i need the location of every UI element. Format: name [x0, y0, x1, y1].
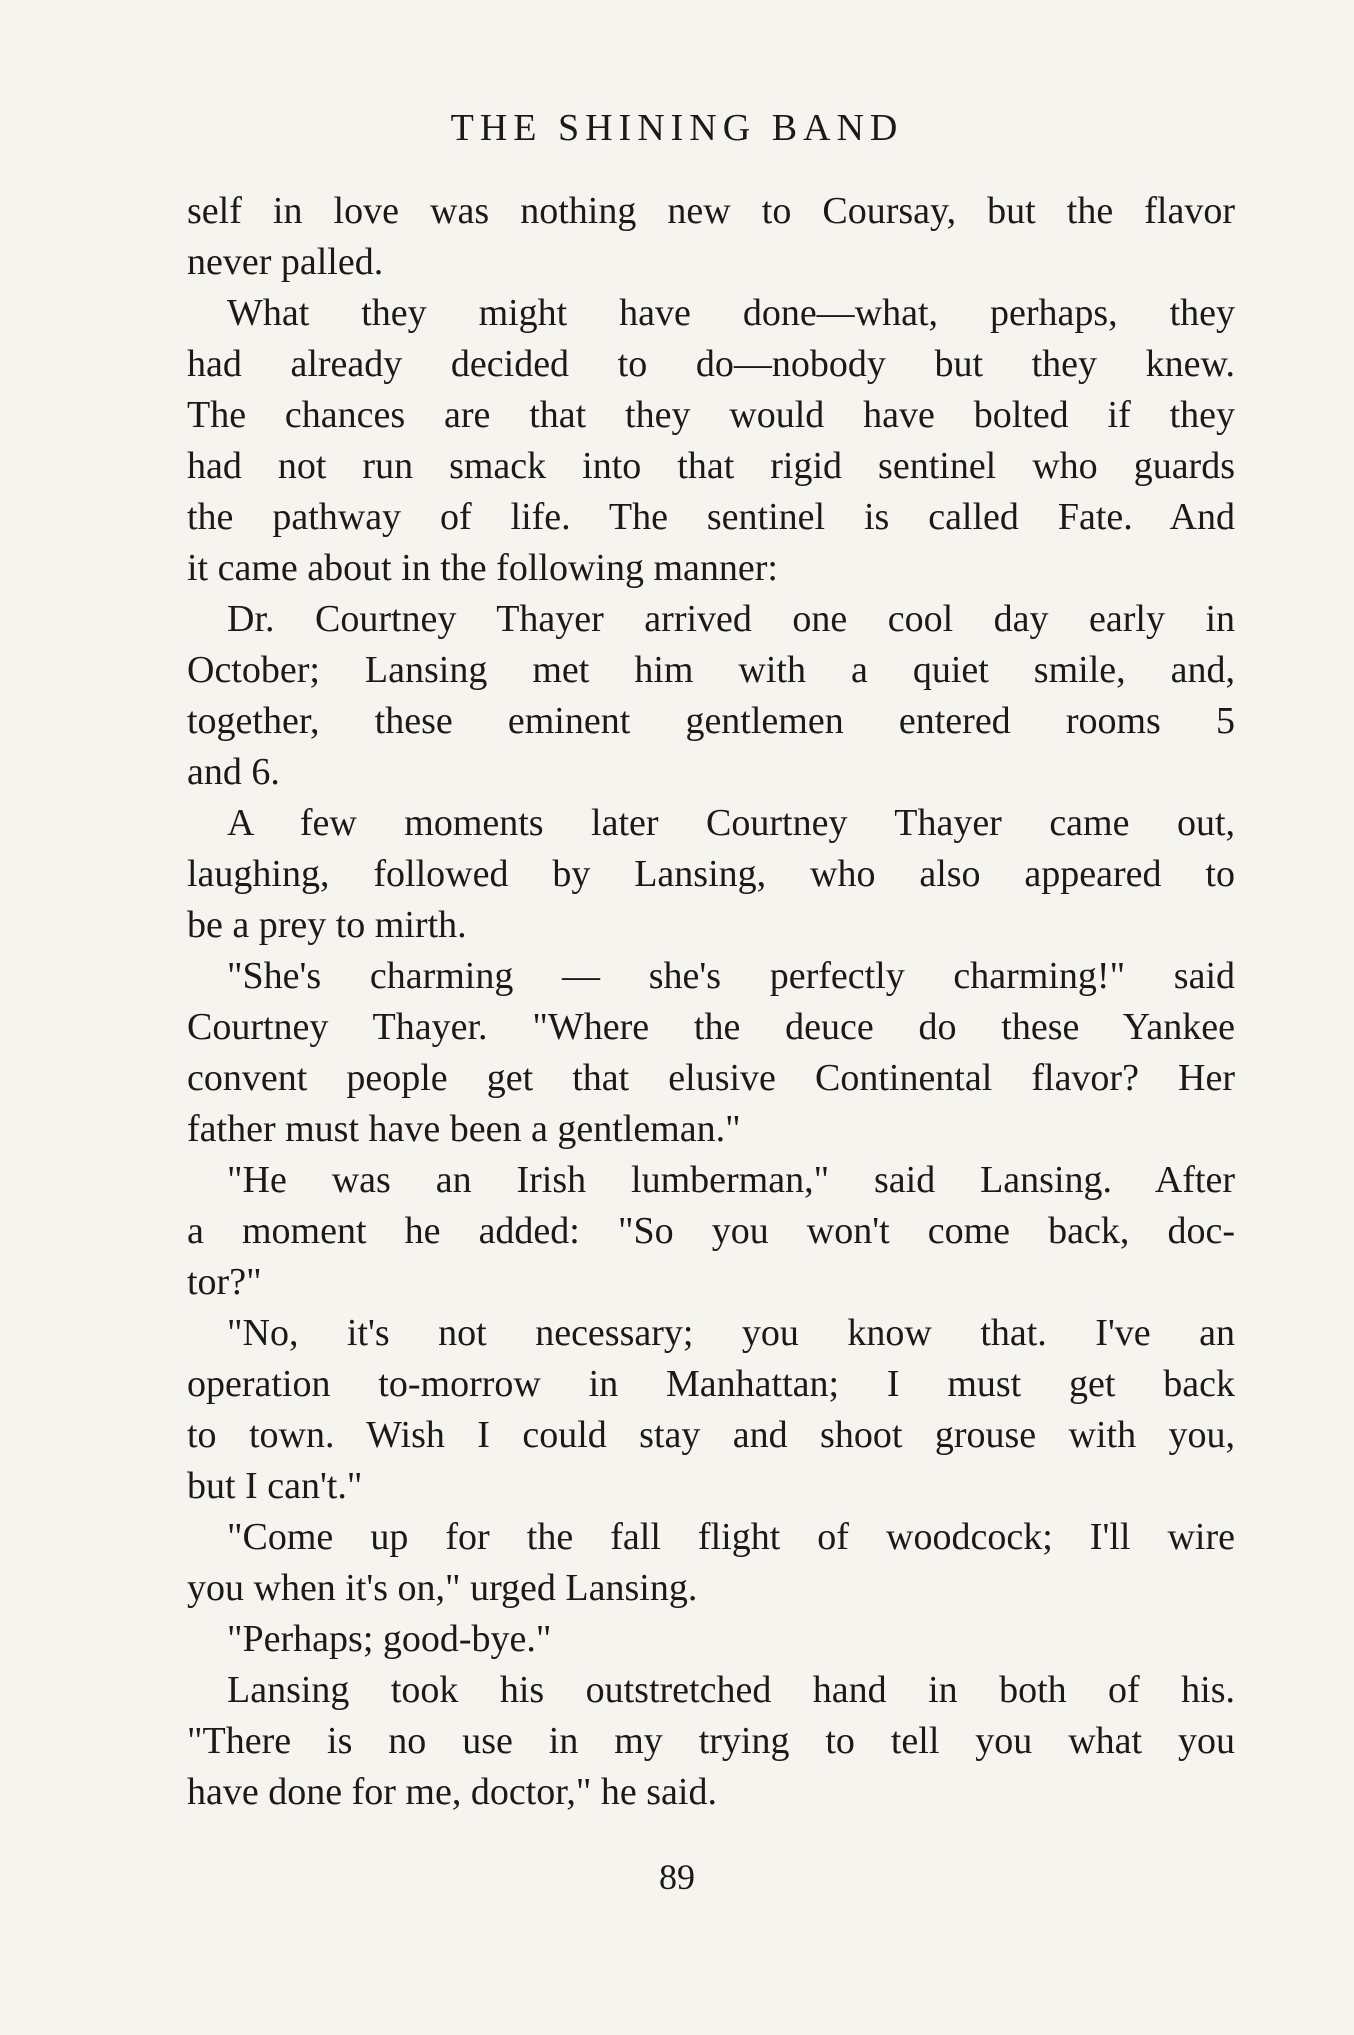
text-line: had already decided to do—nobody but they knew. [187, 343, 1235, 385]
text-line: tor?" [187, 1261, 262, 1303]
text-line: together, these eminent gentlemen entered rooms 5 [187, 700, 1235, 742]
text-line: convent people get that elusive Continental flavor? Her [187, 1057, 1235, 1099]
paragraph [187, 1614, 1235, 1665]
text-line: Dr. Courtney Thayer arrived one cool day early in [227, 598, 1235, 640]
text-line: Lansing took his outstretched hand in both of his. [227, 1669, 1235, 1711]
text-line: it came about in the following manner: [187, 547, 778, 589]
text-line: you when it's on," urged Lansing. [187, 1567, 698, 1609]
text-line: What they might have done—what, perhaps, they [227, 292, 1235, 334]
text-line: Courtney Thayer. "Where the deuce do these Yankee [187, 1006, 1235, 1048]
paragraph [187, 186, 1235, 288]
text-line: "He was an Irish lumberman," said Lansing. After [227, 1159, 1235, 1201]
paragraph [187, 1155, 1235, 1308]
paragraph [187, 594, 1235, 798]
text-line: to town. Wish I could stay and shoot grouse with you, [187, 1414, 1235, 1456]
text-line: A few moments later Courtney Thayer came out, [227, 802, 1235, 844]
text-line: father must have been a gentleman." [187, 1108, 741, 1150]
text-line: "She's charming — she's perfectly charming!" said [227, 955, 1235, 997]
text-line: and 6. [187, 751, 280, 793]
text-line: never palled. [187, 241, 384, 283]
text-line: be a prey to mirth. [187, 904, 467, 946]
text-line: "There is no use in my trying to tell you what you [187, 1720, 1235, 1762]
text-line: had not run smack into that rigid sentinel who guards [187, 445, 1235, 487]
paragraph [187, 1665, 1235, 1818]
text-line: The chances are that they would have bolted if they [187, 394, 1235, 436]
text-line: laughing, followed by Lansing, who also appeared to [187, 853, 1235, 895]
text-line: self in love was nothing new to Coursay, but the flavor [187, 190, 1235, 232]
text-line: a moment he added: "So you won't come back, doc- [187, 1210, 1235, 1252]
text-line: "No, it's not necessary; you know that. I've an [227, 1312, 1235, 1354]
body-text [187, 186, 1235, 1818]
paragraph [187, 1308, 1235, 1512]
text-line: the pathway of life. The sentinel is called Fate. And [187, 496, 1235, 538]
paragraph [187, 1512, 1235, 1614]
running-head: THE SHINING BAND [450, 107, 904, 149]
text-line: but I can't." [187, 1465, 363, 1507]
text-line: operation to-morrow in Manhattan; I must get back [187, 1363, 1235, 1405]
text-line: "Come up for the fall flight of woodcock; I'll wire [227, 1516, 1235, 1558]
paragraph [187, 951, 1235, 1155]
text-line: October; Lansing met him with a quiet smile, and, [187, 649, 1235, 691]
paragraph [187, 288, 1235, 594]
page-number: 89 [659, 1857, 695, 1897]
text-line: "Perhaps; good-bye." [227, 1618, 552, 1660]
text-line: have done for me, doctor," he said. [187, 1771, 717, 1813]
paragraph [187, 798, 1235, 951]
